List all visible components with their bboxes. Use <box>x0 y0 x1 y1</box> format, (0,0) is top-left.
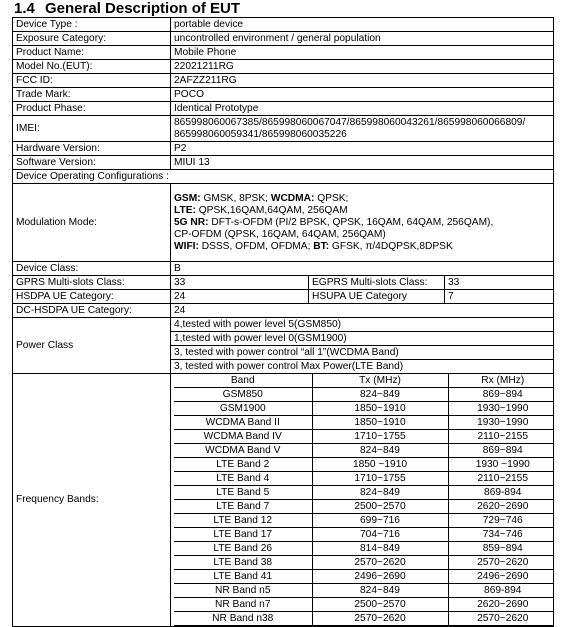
tx-cell: 1710~1755 <box>312 430 448 444</box>
exposure-category-label: Exposure Category: <box>13 32 171 46</box>
section-number: 1.4 <box>14 0 35 17</box>
frequency-row <box>174 570 554 584</box>
row-dc-hsdpa-category <box>13 304 554 318</box>
rx-cell: 869~894 <box>448 444 554 458</box>
rx-cell: 729~746 <box>448 514 554 528</box>
rx-cell: 2496~2690 <box>448 570 554 584</box>
device-type-value: portable device <box>171 18 554 32</box>
row-product-name <box>13 46 554 60</box>
tx-cell: 2496~2690 <box>312 570 448 584</box>
tx-cell: 1850~1910 <box>312 402 448 416</box>
tx-cell: 814~849 <box>312 542 448 556</box>
frequency-row <box>174 598 554 612</box>
rx-cell: 2110~2155 <box>448 430 554 444</box>
rx-cell: 1930 ~1990 <box>448 458 554 472</box>
imei-line: 865998060067385/865998060067047/865998060043261/865998060066809/ <box>174 116 526 128</box>
rx-cell: 2620~2690 <box>448 500 554 514</box>
frequency-header-row <box>174 374 554 388</box>
device-class-value: B <box>171 262 554 276</box>
band-cell: NR Band n7 <box>174 598 312 612</box>
rx-cell: 859~894 <box>448 542 554 556</box>
imei-line: 865998060059341/865998060035226 <box>174 128 347 140</box>
modulation-mode-label: Modulation Mode: <box>13 184 171 262</box>
frequency-row <box>174 458 554 472</box>
row-modulation-mode <box>13 184 554 262</box>
band-cell: WCDMA Band IV <box>174 430 312 444</box>
frequency-row <box>174 500 554 514</box>
modulation-line-lte: LTE: QPSK,16QAM,64QAM, 256QAM <box>174 204 348 216</box>
rx-cell: 734~746 <box>448 528 554 542</box>
row-imei <box>13 116 554 142</box>
band-header: Band <box>174 374 312 388</box>
software-version-value: MIUI 13 <box>171 156 554 170</box>
rx-cell: 869~894 <box>448 388 554 402</box>
band-cell: LTE Band 26 <box>174 542 312 556</box>
row-device-type <box>13 18 554 32</box>
row-software-version <box>13 156 554 170</box>
band-cell: WCDMA Band V <box>174 444 312 458</box>
band-cell: NR Band n5 <box>174 584 312 598</box>
product-phase-label: Product Phase: <box>13 102 171 116</box>
tx-cell: 824~849 <box>312 444 448 458</box>
rx-cell: 2620~2690 <box>448 598 554 612</box>
band-cell: GSM1900 <box>174 402 312 416</box>
tx-header: Tx (MHz) <box>312 374 448 388</box>
row-device-operating-configurations <box>13 170 554 184</box>
model-no-value: 22021211RG <box>171 60 554 74</box>
power-class-label: Power Class <box>13 318 171 374</box>
row-hardware-version <box>13 142 554 156</box>
band-cell: LTE Band 17 <box>174 528 312 542</box>
tx-cell: 1850~1910 <box>312 416 448 430</box>
hardware-version-label: Hardware Version: <box>13 142 171 156</box>
frequency-row <box>174 430 554 444</box>
tx-cell: 824~849 <box>312 584 448 598</box>
hsupa-category-label: HSUPA UE Category <box>309 290 445 304</box>
row-hsdpa-category <box>13 290 554 304</box>
row-exposure-category <box>13 32 554 46</box>
frequency-row <box>174 402 554 416</box>
hardware-version-value: P2 <box>171 142 554 156</box>
tx-cell: 699~716 <box>312 514 448 528</box>
imei-label: IMEI: <box>13 116 171 142</box>
eut-table <box>12 17 554 627</box>
frequency-row <box>174 612 554 626</box>
band-cell: LTE Band 41 <box>174 570 312 584</box>
section-title: General Description of EUT <box>45 0 241 17</box>
frequency-row <box>174 486 554 500</box>
frequency-bands-cell <box>171 374 554 627</box>
rx-cell: 2570~2620 <box>448 556 554 570</box>
frequency-row <box>174 528 554 542</box>
tx-cell: 704~716 <box>312 528 448 542</box>
tx-cell: 2500~2570 <box>312 598 448 612</box>
hsupa-category-value: 7 <box>445 290 554 304</box>
row-gprs-multislot <box>13 276 554 290</box>
rx-cell: 869-894 <box>448 486 554 500</box>
software-version-label: Software Version: <box>13 156 171 170</box>
tx-cell: 1710~1755 <box>312 472 448 486</box>
tx-cell: 824~849 <box>312 388 448 402</box>
trade-mark-value: POCO <box>171 88 554 102</box>
hsdpa-category-label: HSDPA UE Category: <box>13 290 171 304</box>
band-cell: GSM850 <box>174 388 312 402</box>
tx-cell: 2570~2620 <box>312 612 448 626</box>
device-type-label: Device Type : <box>13 18 171 32</box>
row-model-no <box>13 60 554 74</box>
exposure-category-value: uncontrolled environment / general population <box>171 32 554 46</box>
band-cell: NR Band n38 <box>174 612 312 626</box>
dc-hsdpa-category-value: 24 <box>171 304 554 318</box>
rx-cell: 2110~2155 <box>448 472 554 486</box>
row-device-class <box>13 262 554 276</box>
modulation-mode-value <box>171 184 554 262</box>
frequency-row <box>174 416 554 430</box>
modulation-line-cp-ofdm: CP-OFDM (QPSK, 16QAM, 64QAM, 256QAM) <box>174 228 386 240</box>
device-operating-configurations-label: Device Operating Configurations : <box>13 170 554 184</box>
power-class-line: 4,tested with power level 5(GSM850) <box>171 318 554 332</box>
imei-value <box>171 116 554 142</box>
power-class-line: 1,tested with power level 0(GSM1900) <box>171 332 554 346</box>
rx-cell: 869-894 <box>448 584 554 598</box>
gprs-multislot-value: 33 <box>171 276 309 290</box>
band-cell: LTE Band 12 <box>174 514 312 528</box>
modulation-line-5g-nr: 5G NR: DFT-s-OFDM (PI/2 BPSK, QPSK, 16QAM, 64QAM, 256QAM), <box>174 216 494 228</box>
gprs-multislot-label: GPRS Multi-slots Class: <box>13 276 171 290</box>
band-cell: WCDMA Band II <box>174 416 312 430</box>
frequency-row <box>174 472 554 486</box>
band-cell: LTE Band 5 <box>174 486 312 500</box>
row-fcc-id <box>13 74 554 88</box>
rx-cell: 2570~2620 <box>448 612 554 626</box>
section-heading <box>14 0 240 18</box>
row-trade-mark <box>13 88 554 102</box>
trade-mark-label: Trade Mark: <box>13 88 171 102</box>
frequency-row <box>174 444 554 458</box>
frequency-row <box>174 584 554 598</box>
row-product-phase <box>13 102 554 116</box>
frequency-row <box>174 556 554 570</box>
dc-hsdpa-category-label: DC-HSDPA UE Category: <box>13 304 171 318</box>
hsdpa-category-value: 24 <box>171 290 309 304</box>
product-phase-value: Identical Prototype <box>171 102 554 116</box>
modulation-line-gsm-wcdma: GSM: GMSK, 8PSK; WCDMA: QPSK; <box>174 192 349 204</box>
rx-cell: 1930~1990 <box>448 416 554 430</box>
frequency-row <box>174 388 554 402</box>
rx-cell: 1930~1990 <box>448 402 554 416</box>
device-class-label: Device Class: <box>13 262 171 276</box>
row-power-class <box>13 318 554 332</box>
power-class-line: 3, tested with power control Max Power(LTE Band) <box>171 360 554 374</box>
band-cell: LTE Band 7 <box>174 500 312 514</box>
modulation-line-wifi-bt: WIFI: DSSS, OFDM, OFDMA; BT: GFSK, π/4DQPSK,8DPSK <box>174 240 453 252</box>
egprs-multislot-label: EGPRS Multi-slots Class: <box>309 276 445 290</box>
rx-header: Rx (MHz) <box>448 374 554 388</box>
product-name-value: Mobile Phone <box>171 46 554 60</box>
tx-cell: 824~849 <box>312 486 448 500</box>
tx-cell: 2570~2620 <box>312 556 448 570</box>
model-no-label: Model No.(EUT): <box>13 60 171 74</box>
tx-cell: 2500~2570 <box>312 500 448 514</box>
product-name-label: Product Name: <box>13 46 171 60</box>
band-cell: LTE Band 2 <box>174 458 312 472</box>
frequency-bands-label: Frequency Bands: <box>13 374 171 627</box>
power-class-line: 3, tested with power control “all 1”(WCDMA Band) <box>171 346 554 360</box>
egprs-multislot-value: 33 <box>445 276 554 290</box>
fcc-id-label: FCC ID: <box>13 74 171 88</box>
row-frequency-bands <box>13 374 554 627</box>
frequency-row <box>174 514 554 528</box>
tx-cell: 1850 ~1910 <box>312 458 448 472</box>
band-cell: LTE Band 38 <box>174 556 312 570</box>
frequency-row <box>174 542 554 556</box>
fcc-id-value: 2AFZZ211RG <box>171 74 554 88</box>
band-cell: LTE Band 4 <box>174 472 312 486</box>
frequency-bands-table <box>174 374 554 626</box>
